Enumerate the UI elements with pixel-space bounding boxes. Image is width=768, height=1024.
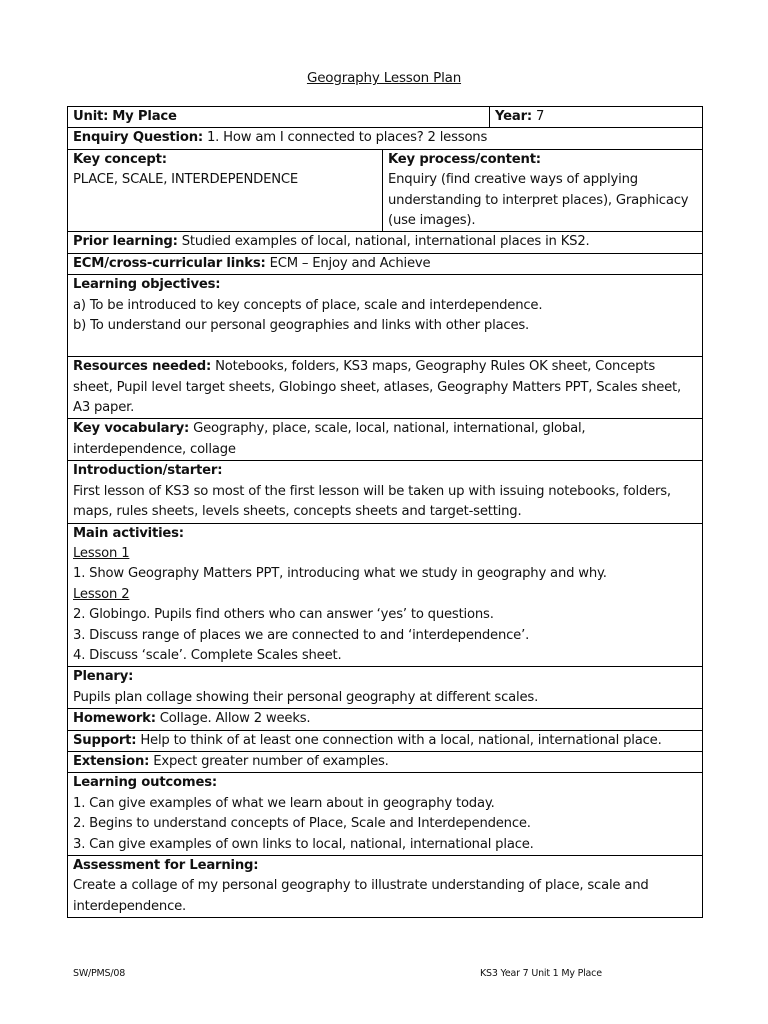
plenary-value: Pupils plan collage showing their personal geography at different scales. bbox=[73, 689, 539, 705]
key-concept-value: PLACE, SCALE, INTERDEPENDENCE bbox=[73, 172, 299, 188]
resources-value: Notebooks, folders, KS3 maps, Geography Rules OK sheet, Concepts sheet, Pupil level target sheets, Globingo sheet, atlases, Geography Matters PPT, Scales sheet, A3 paper. bbox=[73, 359, 682, 416]
support-label: Support: bbox=[73, 732, 137, 748]
unit-cell bbox=[68, 107, 490, 128]
introduction-cell bbox=[68, 461, 703, 523]
key-vocabulary-value: Geography, place, scale, local, national, international, global, interdependence, collage bbox=[73, 421, 586, 457]
resources-row bbox=[68, 357, 703, 419]
footer-unit-reference: KS3 Year 7 Unit 1 My Place bbox=[480, 968, 602, 979]
learning-objectives-row bbox=[68, 275, 703, 357]
key-process-value: Enquiry (find creative ways of applying understanding to interpret places), Graphicacy (use images). bbox=[388, 172, 689, 229]
prior-learning-cell bbox=[68, 232, 703, 253]
plenary-cell bbox=[68, 667, 703, 709]
prior-learning-label: Prior learning: bbox=[73, 234, 178, 250]
extension-value: Expect greater number of examples. bbox=[153, 753, 389, 769]
learning-objectives-cell bbox=[68, 275, 703, 357]
enquiry-row bbox=[68, 128, 703, 149]
unit-label: Unit: bbox=[73, 109, 109, 124]
learning-outcomes-cell bbox=[68, 773, 703, 856]
learning-outcome-item: 3. Can give examples of own links to local, national, international place. bbox=[73, 836, 534, 852]
key-vocabulary-cell bbox=[68, 419, 703, 461]
main-activities-cell bbox=[68, 523, 703, 667]
unit-value: My Place bbox=[112, 109, 177, 124]
introduction-label: Introduction/starter: bbox=[73, 463, 223, 479]
assessment-row bbox=[68, 856, 703, 918]
lesson-2-heading: Lesson 2 bbox=[73, 586, 130, 602]
learning-objectives-label: Learning objectives: bbox=[73, 277, 221, 293]
enquiry-value: 1. How am I connected to places? 2 lessons bbox=[206, 130, 488, 146]
assessment-cell bbox=[68, 856, 703, 918]
introduction-row bbox=[68, 461, 703, 523]
resources-cell bbox=[68, 357, 703, 419]
support-cell bbox=[68, 730, 703, 751]
ecm-value: ECM – Enjoy and Achieve bbox=[269, 255, 431, 271]
support-value: Help to think of at least one connection with a local, national, international place. bbox=[140, 732, 662, 748]
extension-row bbox=[68, 751, 703, 772]
activity-item: 2. Globingo. Pupils find others who can answer ‘yes’ to questions. bbox=[73, 607, 494, 623]
prior-learning-value: Studied examples of local, national, international places in KS2. bbox=[181, 234, 590, 250]
plenary-row bbox=[68, 667, 703, 709]
key-vocabulary-label: Key vocabulary: bbox=[73, 421, 190, 437]
ecm-label: ECM/cross-curricular links: bbox=[73, 255, 266, 271]
enquiry-cell bbox=[68, 128, 703, 149]
key-concept-row bbox=[68, 149, 703, 232]
learning-outcome-item: 2. Begins to understand concepts of Place, Scale and Interdependence. bbox=[73, 816, 531, 832]
key-process-label: Key process/content: bbox=[388, 151, 541, 167]
extension-cell bbox=[68, 751, 703, 772]
support-row bbox=[68, 730, 703, 751]
ecm-row bbox=[68, 253, 703, 274]
lesson-plan-table bbox=[67, 106, 703, 918]
lesson-1-heading: Lesson 1 bbox=[73, 545, 130, 561]
unit-row bbox=[68, 107, 703, 128]
activity-item: 3. Discuss range of places we are connected to and ‘interdependence’. bbox=[73, 627, 530, 643]
key-vocabulary-row bbox=[68, 419, 703, 461]
year-label: Year: bbox=[495, 109, 532, 124]
introduction-value: First lesson of KS3 so most of the first lesson will be taken up with issuing notebooks, folders, maps, rules sheets, levels sheets, concepts sheets and target-setting. bbox=[73, 483, 671, 520]
enquiry-label: Enquiry Question: bbox=[73, 130, 203, 146]
homework-label: Homework: bbox=[73, 711, 156, 727]
page-title: Geography Lesson Plan bbox=[306, 70, 462, 86]
learning-outcomes-row bbox=[68, 773, 703, 856]
resources-label: Resources needed: bbox=[73, 359, 212, 375]
plenary-label: Plenary: bbox=[73, 669, 134, 685]
year-value: 7 bbox=[535, 109, 545, 124]
ecm-cell bbox=[68, 253, 703, 274]
year-cell bbox=[490, 107, 703, 128]
main-activities-row bbox=[68, 523, 703, 667]
learning-outcomes-label: Learning outcomes: bbox=[73, 775, 217, 791]
key-concept-label: Key concept: bbox=[73, 151, 167, 167]
extension-label: Extension: bbox=[73, 753, 150, 769]
footer-document-code: SW/PMS/08 bbox=[73, 968, 126, 979]
learning-objective-item: b) To understand our personal geographies and links with other places. bbox=[73, 318, 530, 334]
learning-outcome-item: 1. Can give examples of what we learn about in geography today. bbox=[73, 795, 495, 811]
assessment-value: Create a collage of my personal geography to illustrate understanding of place, scale and interdependence. bbox=[73, 878, 649, 914]
learning-objective-item: a) To be introduced to key concepts of place, scale and interdependence. bbox=[73, 297, 543, 313]
homework-value: Collage. Allow 2 weeks. bbox=[159, 711, 311, 727]
homework-cell bbox=[68, 709, 703, 730]
key-concept-cell bbox=[68, 149, 383, 232]
prior-learning-row bbox=[68, 232, 703, 253]
activity-item: 1. Show Geography Matters PPT, introducing what we study in geography and why. bbox=[73, 566, 607, 582]
assessment-label: Assessment for Learning: bbox=[73, 858, 259, 873]
homework-row bbox=[68, 709, 703, 730]
key-process-cell bbox=[383, 149, 703, 232]
activity-item: 4. Discuss ‘scale’. Complete Scales sheet. bbox=[73, 647, 342, 663]
main-activities-label: Main activities: bbox=[73, 525, 184, 541]
